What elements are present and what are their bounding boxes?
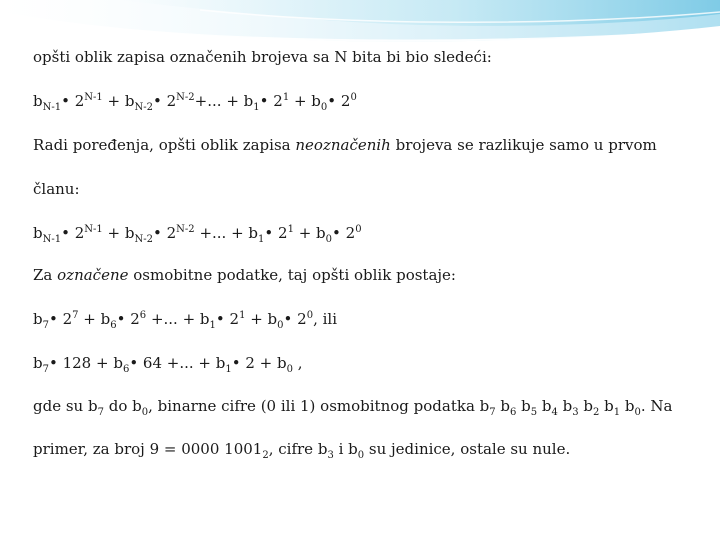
formula-signed-general: $b_{N-1}•$ $2^{N-1}$ + $b_{N-2}•$ $2^{N-2}+$... + $b_1•$ $2^1$ + $b_0•$ $2^0$ xyxy=(33,92,357,113)
text-line-explanation: gde su $b_7$ do $b_0$, binarne cifre (0 ili 1) osmobitnog podatka $b_7$ $b_6$ $b_5$ $b_4$ $b_3$ $b_2$ $b_1$ $b_0$. Na xyxy=(33,397,673,418)
text-line-intro: opšti oblik zapisa označenih brojeva sa N bita bi bio sledeći: xyxy=(33,48,492,66)
text-line-example: primer, za broj 9 = 0000 $1001_2$, cifre $b_3$ i $b_0$ su jedinice, ostale su nule. xyxy=(33,440,571,461)
formula-8bit-powers: $b_7•$ $2^7$ + $b_6•$ $2^6$ +... + $b_1•$ $2^1$ + $b_0•$ $2^0$, ili xyxy=(33,310,338,331)
formula-unsigned-general: $b_{N-1}•$ $2^{N-1}$ + $b_{N-2}•$ $2^{N-2}$ +... + $b_1•$ $2^1$ + $b_0•$ $2^0$ xyxy=(33,224,362,245)
text-line-comparison-cont: članu: xyxy=(33,180,80,198)
text-line-comparison: Radi poređenja, opšti oblik zapisa neoznačenih brojeva se razlikuje samo u prvom xyxy=(33,136,657,154)
text-line-8bit-intro: Za označene osmobitne podatke, taj opšti oblik postaje: xyxy=(33,266,456,284)
formula-8bit-values: $b_7•$ $128 + b_6•$ 64 +... + $b_1•$ $2 + b_0$ , xyxy=(33,354,303,375)
